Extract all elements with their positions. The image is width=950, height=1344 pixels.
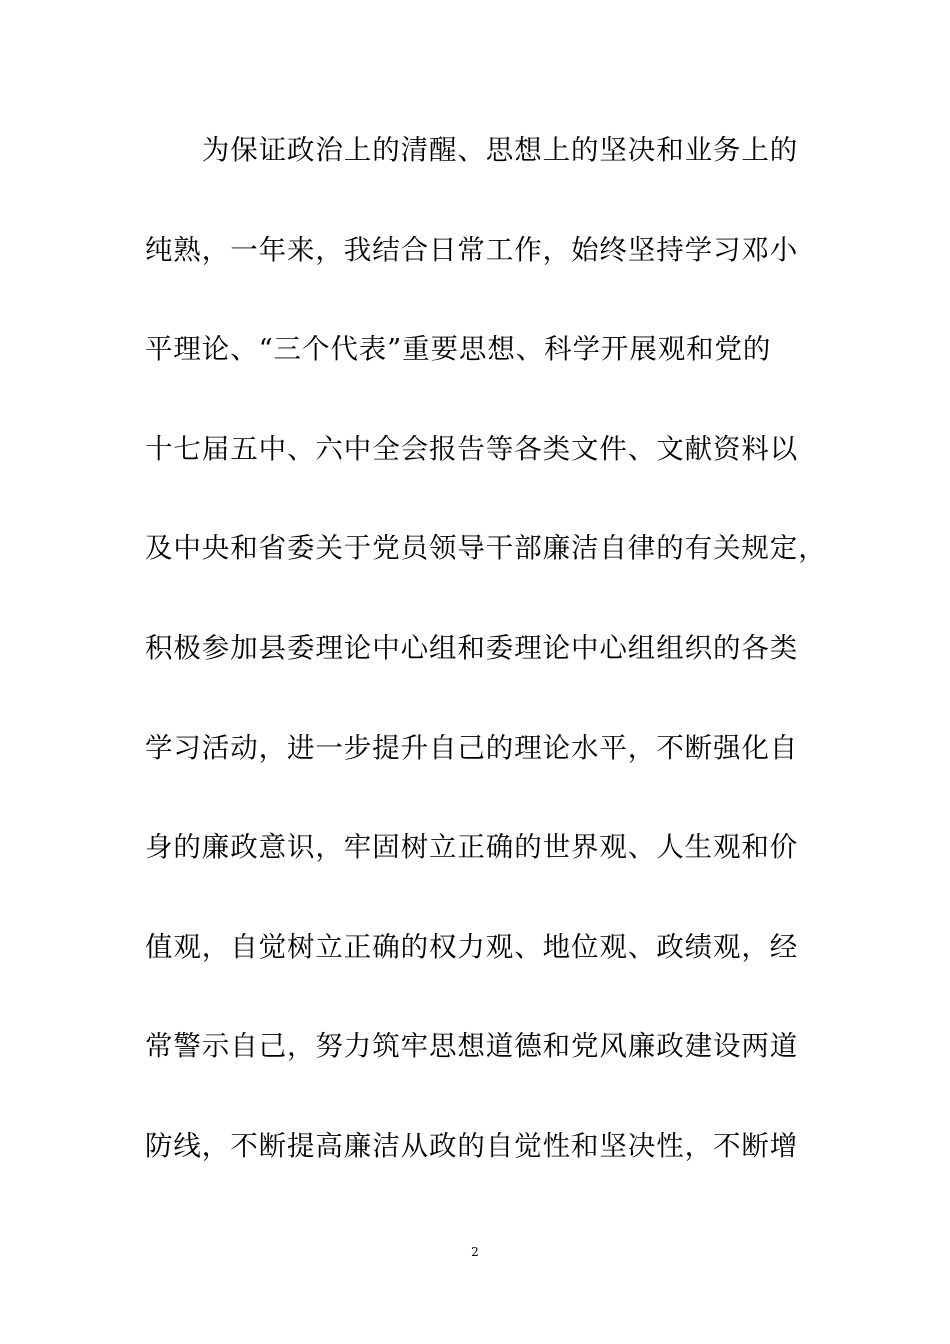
text-line: 及中央和省委关于党员领导干部廉洁自律的有关规定， xyxy=(145,532,827,565)
text-line: 防线，不断提高廉洁从政的自觉性和坚决性，不断增 xyxy=(145,1129,799,1162)
text-line: 常警示自己，努力筑牢思想道德和党风廉政建设两道 xyxy=(145,1030,799,1063)
text-line: 十七届五中、六中全会报告等各类文件、文献资料以 xyxy=(145,432,799,465)
text-line: 积极参加县委理论中心组和委理论中心组组织的各类 xyxy=(145,631,799,664)
page-number: 2 xyxy=(471,1245,479,1259)
text-line: 身的廉政意识，牢固树立正确的世界观、人生观和价 xyxy=(145,831,799,864)
text-line: 为保证政治上的清醒、思想上的坚决和业务上的 xyxy=(145,134,799,166)
body-paragraph xyxy=(145,128,827,1224)
text-line: 平理论、“三个代表”重要思想、科学开展观和党的 xyxy=(145,333,772,366)
text-line: 纯熟，一年来，我结合日常工作，始终坚持学习邓小 xyxy=(145,233,799,266)
text-line: 值观，自觉树立正确的权力观、地位观、政绩观，经 xyxy=(145,930,799,963)
text-line: 学习活动，进一步提升自己的理论水平，不断强化自 xyxy=(145,731,799,764)
